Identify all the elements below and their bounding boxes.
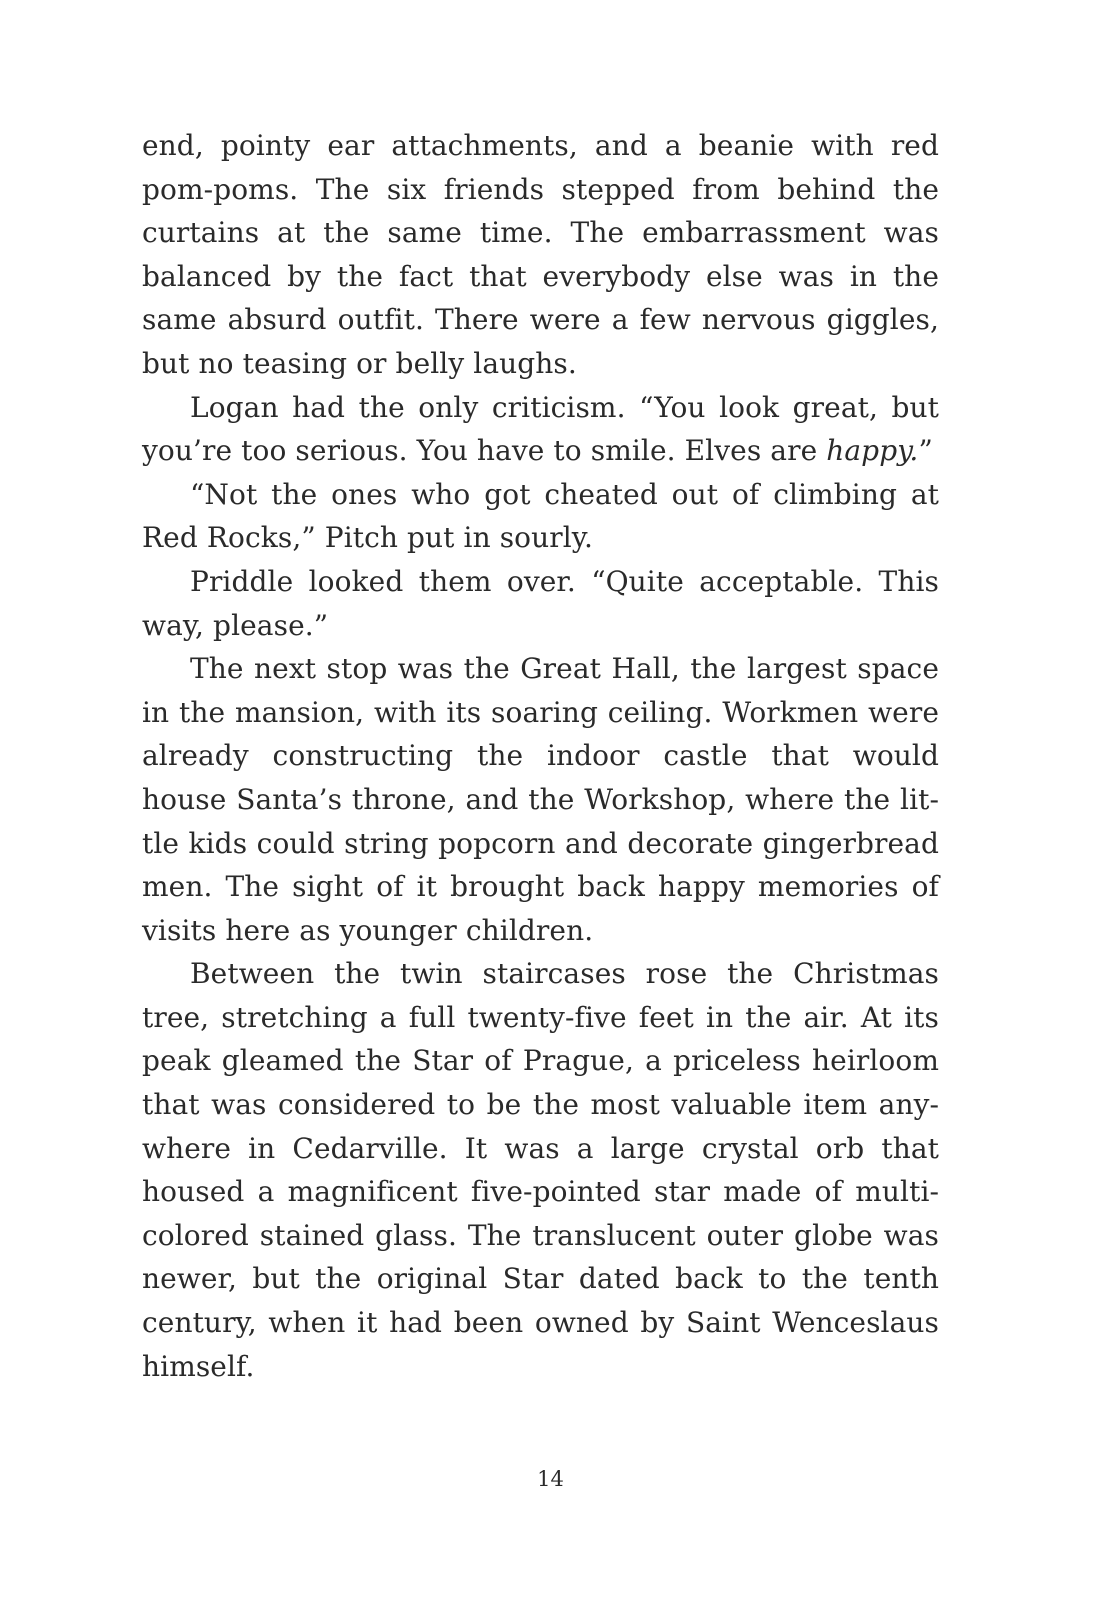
paragraph-text: Logan had the only criticism. “You look great, but you’re too serious. You have to smile. Elves are xyxy=(142,390,939,468)
emphasis-text: happy. xyxy=(826,434,919,468)
paragraph xyxy=(142,124,939,386)
paragraph-text: “Not the ones who got cheated out of climbing at Red Rocks,” Pitch put in sourly. xyxy=(142,477,939,555)
paragraph xyxy=(142,473,939,560)
paragraph-text: The next stop was the Great Hall, the largest space in the mansion, with its soaring ceiling. Workmen were already constructing the indoor castle that would house Santa’s throne, and the Workshop, where the little kids could string popcorn and decorate gingerbread men. The sight of it brought back happy memories of visits here as younger children. xyxy=(142,652,939,947)
body-text xyxy=(142,124,939,1388)
paragraph-text: Priddle looked them over. “Quite acceptable. This way, please.” xyxy=(142,564,939,642)
paragraph xyxy=(142,647,939,952)
paragraph-text: end, pointy ear attachments, and a beanie with red pom-poms. The six friends stepped from behind the curtains at the same time. The embarrassment was balanced by the fact that everybody else was in the same absurd outfit. There were a few nervous giggles, but no teasing or belly laughs. xyxy=(142,129,939,380)
paragraph xyxy=(142,560,939,647)
paragraph xyxy=(142,386,939,473)
paragraph xyxy=(142,952,939,1388)
page-number: 14 xyxy=(537,1467,564,1491)
paragraph-text: Between the twin staircases rose the Christmas tree, stretching a full twenty-five feet in the air. At its peak gleamed the Star of Prague, a priceless heirloom that was considered to be the most valuable item anywhere in Cedarville. It was a large crystal orb that housed a magnificent five-pointed star made of multicolored stained glass. The translucent outer globe was newer, but the original Star dated back to the tenth century, when it had been owned by Saint Wenceslaus himself. xyxy=(142,957,939,1383)
paragraph-text: ” xyxy=(918,434,933,468)
